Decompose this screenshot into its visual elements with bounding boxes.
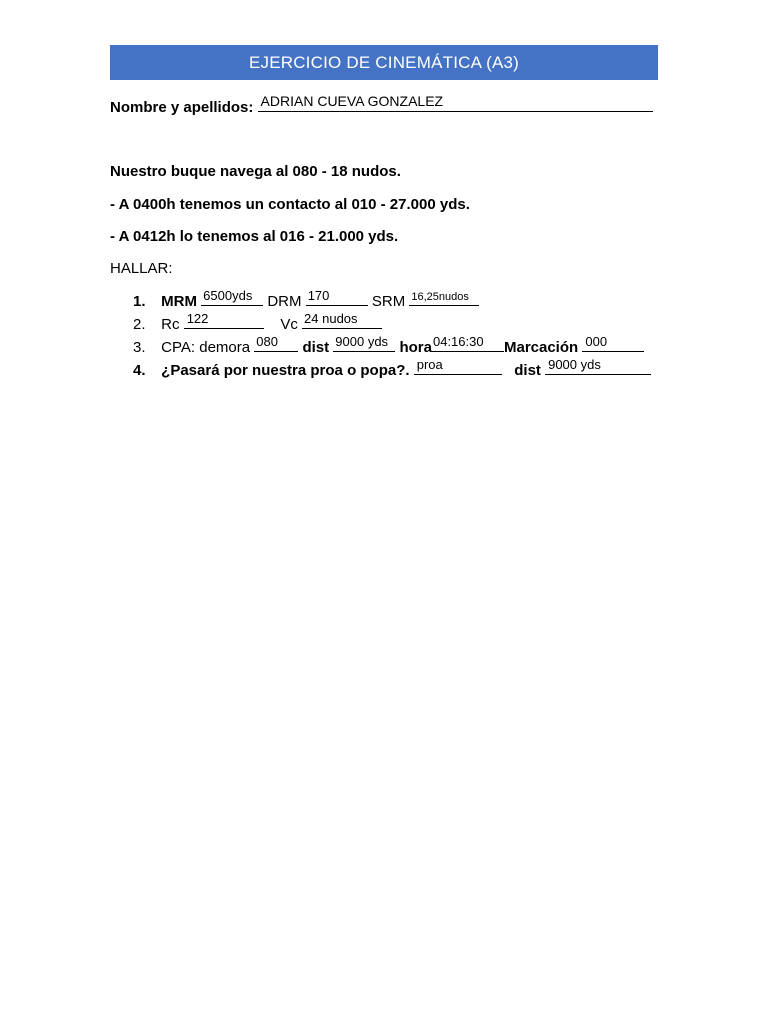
name-label: Nombre y apellidos:: [110, 99, 254, 116]
demora-field[interactable]: [254, 334, 298, 352]
dist-value: 9000 yds: [335, 334, 389, 349]
name-value: ADRIAN CUEVA GONZALEZ: [260, 93, 444, 109]
marcacion-value: 000: [585, 334, 608, 349]
cpa-demora-label: CPA: demora: [161, 339, 251, 356]
mrm-label: MRM: [161, 293, 197, 310]
question-item-3: [133, 334, 644, 356]
dist-label: dist: [514, 362, 541, 379]
proa-popa-answer: proa: [416, 357, 443, 372]
statement-line-2: - A 0400h tenemos un contacto al 010 - 27.000 yds.: [110, 196, 470, 213]
item-number: 3.: [133, 339, 146, 356]
hallar-heading: HALLAR:: [110, 260, 173, 277]
hora-label: hora: [399, 339, 432, 356]
dist-field[interactable]: [333, 334, 395, 352]
exercise-title-banner: [110, 45, 658, 80]
drm-value: 170: [307, 288, 330, 303]
proa-popa-field[interactable]: [414, 357, 502, 375]
demora-value: 080: [256, 334, 278, 349]
question-item-4: [133, 357, 651, 379]
name-field[interactable]: [258, 93, 653, 112]
dist-label: dist: [302, 339, 330, 356]
vc-field[interactable]: [302, 311, 382, 329]
rc-field[interactable]: [184, 311, 264, 329]
question-item-2: [133, 311, 382, 333]
item-number: 1.: [133, 293, 146, 310]
dist-field[interactable]: [545, 357, 651, 375]
dist-value: 9000 yds: [548, 357, 601, 372]
hora-value: 04:16:30: [432, 334, 484, 349]
hora-field[interactable]: [432, 334, 504, 352]
item-number: 4.: [133, 362, 146, 379]
vc-value: 24 nudos: [304, 311, 358, 326]
rc-label: Rc: [161, 316, 180, 333]
vc-label: Vc: [280, 316, 298, 333]
drm-field[interactable]: [306, 288, 368, 306]
marcacion-field[interactable]: [582, 334, 644, 352]
name-row: [110, 93, 653, 116]
srm-field[interactable]: [409, 291, 479, 306]
question-item-1: [133, 288, 479, 310]
proa-popa-question: ¿Pasará por nuestra proa o popa?.: [161, 362, 410, 379]
statement-line-3: - A 0412h lo tenemos al 016 - 21.000 yds.: [110, 228, 399, 245]
mrm-value: 6500yds: [203, 288, 253, 303]
item-number: 2.: [133, 316, 146, 333]
marcacion-label: Marcación: [503, 339, 579, 356]
srm-label: SRM: [371, 293, 406, 310]
exercise-title: EJERCICIO DE CINEMÁTICA (A3): [248, 52, 520, 72]
statement-line-1: Nuestro buque navega al 080 - 18 nudos.: [110, 163, 401, 180]
rc-value: 122: [186, 311, 209, 326]
mrm-field[interactable]: [201, 288, 263, 306]
drm-label: DRM: [267, 293, 302, 310]
srm-value: 16,25nudos: [411, 291, 469, 303]
